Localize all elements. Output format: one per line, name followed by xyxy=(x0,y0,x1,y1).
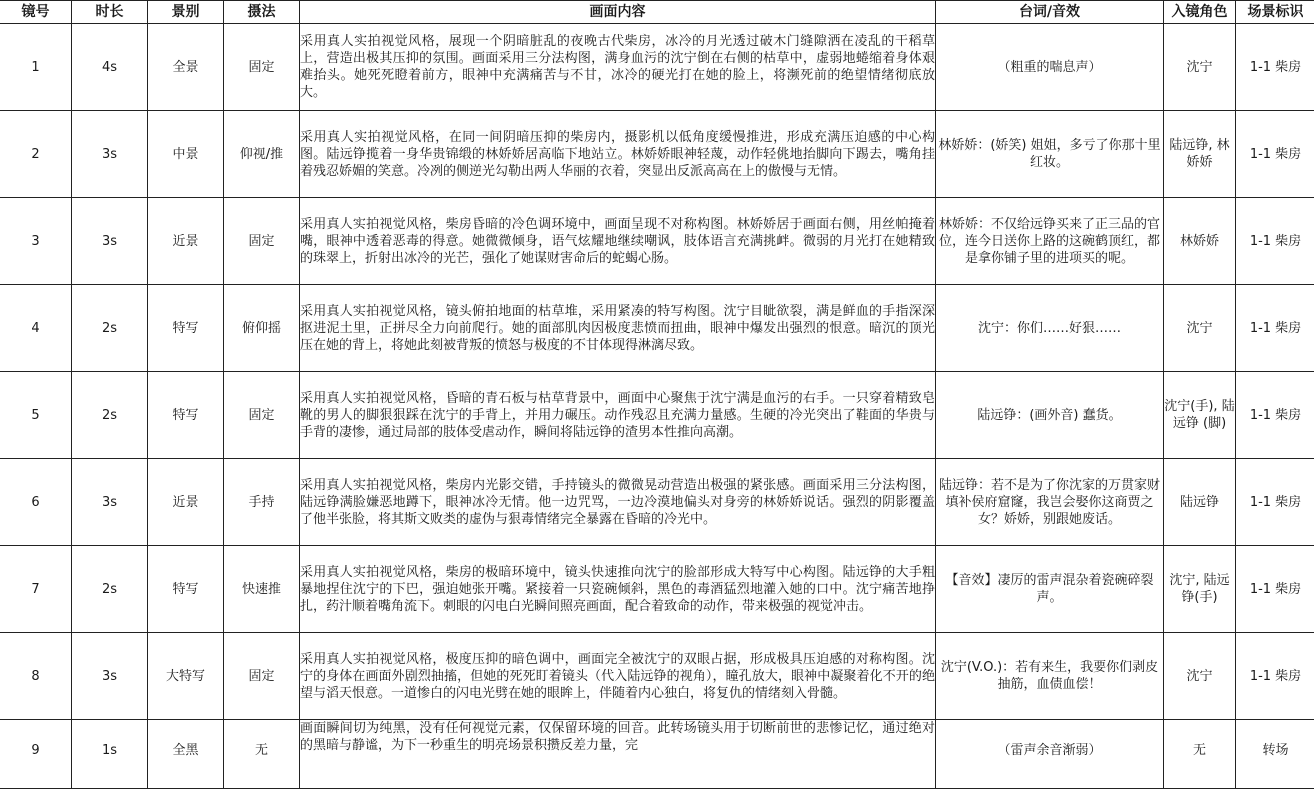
cell-dialogue: 【音效】凄厉的雷声混杂着瓷碗碎裂声。 xyxy=(936,546,1164,633)
cell-duration: 3s xyxy=(72,633,148,720)
cell-scene-tag: 1-1 柴房 xyxy=(1236,24,1314,111)
cell-visual-content: 采用真人实拍视觉风格，柴房的极暗环境中，镜头快速推向沈宁的脸部形成大特写中心构图。陆远铮的大手粗暴地捏住沈宁的下巴，强迫她张开嘴。紧接着一只瓷碗倾斜，黑色的毒酒猛烈地灌入她的口中。沈宁痛苦地挣扎，药汁顺着嘴角流下。刺眼的闪电白光瞬间照亮画面，配合着致命的动作，带来极强的视觉冲击。 xyxy=(300,546,936,633)
cell-dialogue: 陆远铮：若不是为了你沈家的万贯家财填补侯府窟窿，我岂会娶你这商贾之女？娇娇，别跟她废话。 xyxy=(936,459,1164,546)
cell-shot-scale: 特写 xyxy=(148,372,224,459)
cell-duration: 2s xyxy=(72,285,148,372)
cell-scene-tag: 1-1 柴房 xyxy=(1236,198,1314,285)
cell-visual-content: 采用真人实拍视觉风格，在同一间阴暗压抑的柴房内，摄影机以低角度缓慢推进，形成充满压迫感的中心构图。陆远铮揽着一身华贵锦缎的林娇娇居高临下地站立。林娇娇眼神轻蔑，动作轻佻地抬脚向下踢去，嘴角挂着残忍娇媚的笑意。冷冽的侧逆光勾勒出两人华丽的衣着，突显出反派高高在上的傲慢与无情。 xyxy=(300,111,936,198)
cell-shot-scale: 全景 xyxy=(148,24,224,111)
table-row xyxy=(0,546,1314,633)
cell-duration: 3s xyxy=(72,198,148,285)
cell-characters: 沈宁 xyxy=(1164,24,1236,111)
cell-dialogue: 沈宁：你们……好狠…… xyxy=(936,285,1164,372)
cell-shot-number: 6 xyxy=(0,459,72,546)
cell-visual-content: 采用真人实拍视觉风格，展现一个阴暗脏乱的夜晚古代柴房，冰冷的月光透过破木门缝隙洒在凌乱的干稻草上，营造出极其压抑的氛围。画面采用三分法构图，满身血污的沈宁倒在右侧的枯草中，虚弱地蜷缩着身体艰难抬头。她死死瞪着前方，眼神中充满痛苦与不甘，冰冷的硬光打在她的脸上，将濒死前的绝望情绪彻底放大。 xyxy=(300,24,936,111)
cell-visual-content: 采用真人实拍视觉风格，柴房内光影交错，手持镜头的微微晃动营造出极强的紧张感。画面采用三分法构图，陆远铮满脸嫌恶地蹲下，眼神冰冷无情。他一边咒骂，一边冷漠地偏头对身旁的林娇娇说话。强烈的阴影覆盖了他半张脸，将其斯文败类的虚伪与狠毒情绪完全暴露在昏暗的冷光中。 xyxy=(300,459,936,546)
cell-shot-scale: 近景 xyxy=(148,198,224,285)
cell-camera-move: 固定 xyxy=(224,633,300,720)
cell-shot-scale: 大特写 xyxy=(148,633,224,720)
cell-characters: 沈宁 xyxy=(1164,285,1236,372)
table-row xyxy=(0,459,1314,546)
cell-visual-content: 画面瞬间切为纯黑，没有任何视觉元素，仅保留环境的回音。此转场镜头用于切断前世的悲惨记忆，通过绝对的黑暗与静谧，为下一秒重生的明亮场景积攒反差力量，完 xyxy=(300,720,936,789)
cell-duration: 3s xyxy=(72,111,148,198)
cell-shot-number: 9 xyxy=(0,720,72,789)
cell-visual-content: 采用真人实拍视觉风格，极度压抑的暗色调中，画面完全被沈宁的双眼占据，形成极具压迫感的对称构图。沈宁的身体在画面外剧烈抽搐，但她的死死盯着镜头（代入陆远铮的视角），瞳孔放大，眼神中凝聚着化不开的绝望与滔天恨意。一道惨白的闪电光劈在她的眼眸上，伴随着内心独白，将复仇的情绪刻入骨髓。 xyxy=(300,633,936,720)
cell-scene-tag: 1-1 柴房 xyxy=(1236,546,1314,633)
cell-shot-scale: 特写 xyxy=(148,285,224,372)
cell-dialogue: 陆远铮：(画外音) 蠢货。 xyxy=(936,372,1164,459)
cell-characters: 无 xyxy=(1164,720,1236,789)
cell-dialogue: 林娇娇：(娇笑) 姐姐，多亏了你那十里红妆。 xyxy=(936,111,1164,198)
cell-camera-move: 俯仰摇 xyxy=(224,285,300,372)
table-row xyxy=(0,720,1314,789)
header-camera: 摄法 xyxy=(224,1,300,24)
cell-dialogue: 林娇娇：不仅给远铮买来了正三品的官位，连今日送你上路的这碗鹤顶红，都是拿你铺子里的进项买的呢。 xyxy=(936,198,1164,285)
table-row xyxy=(0,372,1314,459)
header-scale: 景别 xyxy=(148,1,224,24)
cell-characters: 陆远铮, 林娇娇 xyxy=(1164,111,1236,198)
cell-visual-content: 采用真人实拍视觉风格，镜头俯拍地面的枯草堆，采用紧凑的特写构图。沈宁目眦欲裂，满是鲜血的手指深深抠进泥土里，正拼尽全力向前爬行。她的面部肌肉因极度悲愤而扭曲，眼神中爆发出强烈的恨意。暗沉的顶光压在她的背上，将她此刻被背叛的愤怒与极度的不甘体现得淋漓尽致。 xyxy=(300,285,936,372)
table-row xyxy=(0,111,1314,198)
cell-characters: 沈宁(手), 陆远铮 (脚) xyxy=(1164,372,1236,459)
cell-camera-move: 快速推 xyxy=(224,546,300,633)
table-row xyxy=(0,198,1314,285)
cell-camera-move: 固定 xyxy=(224,198,300,285)
header-scene: 场景标识 xyxy=(1236,1,1314,24)
header-duration: 时长 xyxy=(72,1,148,24)
cell-shot-number: 2 xyxy=(0,111,72,198)
table-row xyxy=(0,285,1314,372)
cell-shot-scale: 中景 xyxy=(148,111,224,198)
cell-visual-content: 采用真人实拍视觉风格，柴房昏暗的冷色调环境中，画面呈现不对称构图。林娇娇居于画面右侧，用丝帕掩着嘴，眼神中透着恶毒的得意。她微微倾身，语气炫耀地继续嘲讽，肢体语言充满挑衅。微弱的月光打在她精致的珠翠上，折射出冰冷的光芒，强化了她谋财害命后的蛇蝎心肠。 xyxy=(300,198,936,285)
cell-camera-move: 手持 xyxy=(224,459,300,546)
cell-dialogue: （粗重的喘息声） xyxy=(936,24,1164,111)
cell-scene-tag: 1-1 柴房 xyxy=(1236,285,1314,372)
cell-duration: 2s xyxy=(72,546,148,633)
cell-duration: 4s xyxy=(72,24,148,111)
cell-camera-move: 无 xyxy=(224,720,300,789)
cell-camera-move: 仰视/推 xyxy=(224,111,300,198)
header-shot: 镜号 xyxy=(0,1,72,24)
table-row xyxy=(0,24,1314,111)
cell-characters: 沈宁 xyxy=(1164,633,1236,720)
header-characters: 入镜角色 xyxy=(1164,1,1236,24)
table-row xyxy=(0,633,1314,720)
cell-shot-number: 5 xyxy=(0,372,72,459)
cell-shot-scale: 近景 xyxy=(148,459,224,546)
cell-camera-move: 固定 xyxy=(224,24,300,111)
cell-shot-scale: 全黑 xyxy=(148,720,224,789)
cell-shot-number: 1 xyxy=(0,24,72,111)
cell-visual-content: 采用真人实拍视觉风格，昏暗的青石板与枯草背景中，画面中心聚焦于沈宁满是血污的右手。一只穿着精致皂靴的男人的脚狠狠踩在沈宁的手背上，并用力碾压。动作残忍且充满力量感。生硬的冷光突出了鞋面的华贵与手背的凄惨，通过局部的肢体受虐动作，瞬间将陆远铮的渣男本性推向高潮。 xyxy=(300,372,936,459)
cell-shot-number: 8 xyxy=(0,633,72,720)
cell-duration: 3s xyxy=(72,459,148,546)
cell-scene-tag: 1-1 柴房 xyxy=(1236,459,1314,546)
cell-dialogue: 沈宁(V.O.)：若有来生，我要你们剥皮抽筋，血债血偿！ xyxy=(936,633,1164,720)
cell-shot-number: 7 xyxy=(0,546,72,633)
cell-shot-number: 4 xyxy=(0,285,72,372)
cell-duration: 2s xyxy=(72,372,148,459)
cell-shot-number: 3 xyxy=(0,198,72,285)
cell-characters: 林娇娇 xyxy=(1164,198,1236,285)
cell-shot-scale: 特写 xyxy=(148,546,224,633)
cell-dialogue: （雷声余音渐弱） xyxy=(936,720,1164,789)
cell-duration: 1s xyxy=(72,720,148,789)
cell-scene-tag: 1-1 柴房 xyxy=(1236,111,1314,198)
header-dialogue: 台词/音效 xyxy=(936,1,1164,24)
cell-characters: 沈宁, 陆远铮(手) xyxy=(1164,546,1236,633)
cell-camera-move: 固定 xyxy=(224,372,300,459)
cell-characters: 陆远铮 xyxy=(1164,459,1236,546)
cell-scene-tag: 1-1 柴房 xyxy=(1236,633,1314,720)
header-row xyxy=(0,1,1314,24)
header-visual: 画面内容 xyxy=(300,1,936,24)
cell-scene-tag: 1-1 柴房 xyxy=(1236,372,1314,459)
cell-scene-tag: 转场 xyxy=(1236,720,1314,789)
